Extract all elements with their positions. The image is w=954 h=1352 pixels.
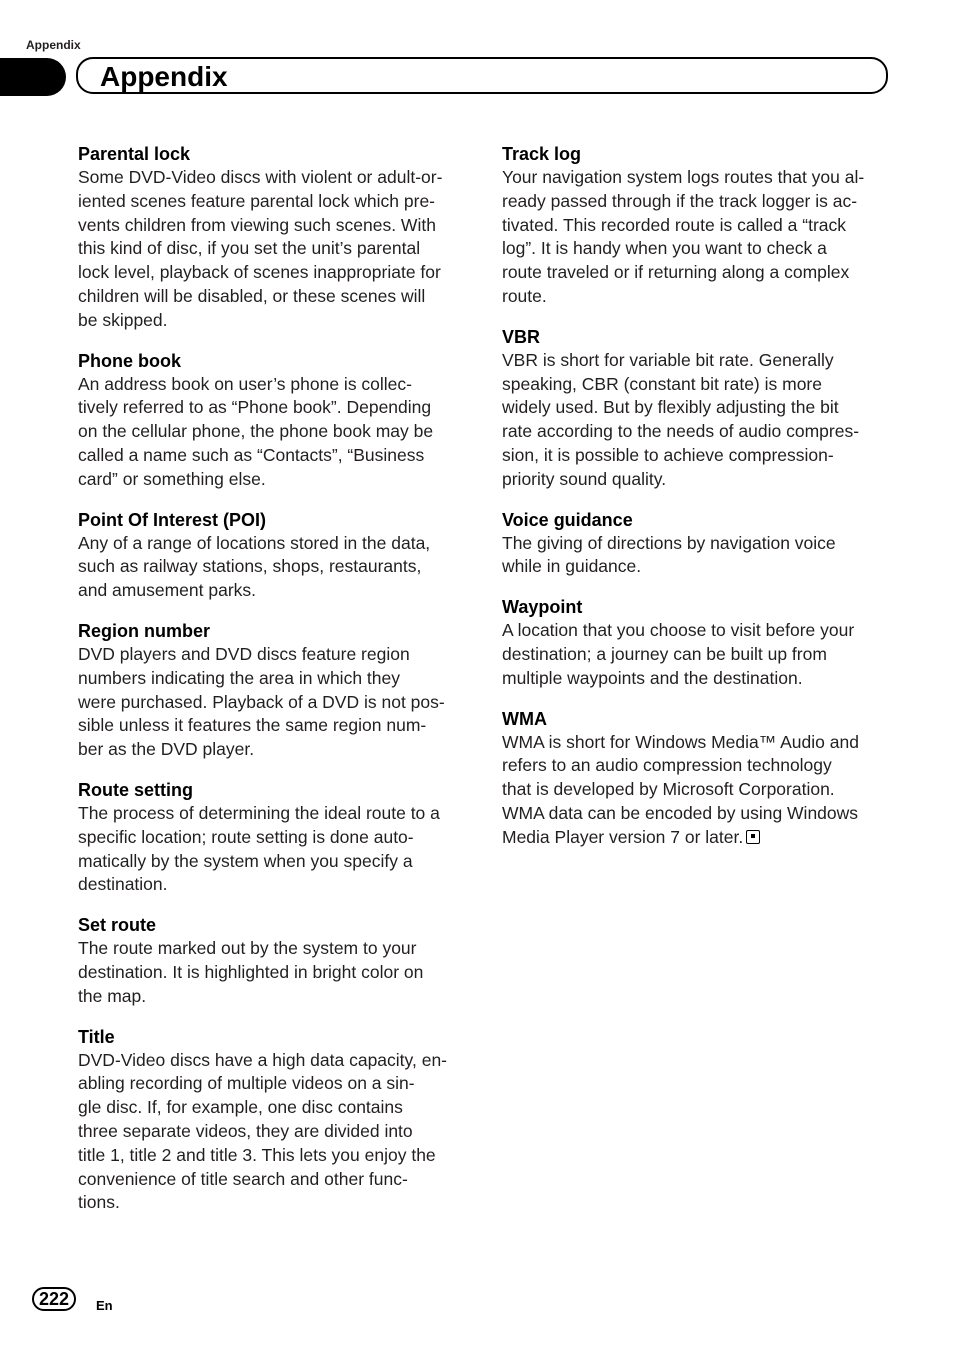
page-title: Appendix: [100, 61, 228, 92]
section-tab-marker: [0, 58, 66, 96]
glossary-definition: The route marked out by the system to your destination. It is highlighted in bright color on the map.: [78, 938, 424, 1006]
page-number: 222: [32, 1287, 76, 1311]
language-label: En: [96, 1298, 113, 1313]
glossary-entry-title: [78, 1025, 466, 1216]
glossary-entry-poi: [78, 508, 466, 603]
glossary-entry-set-route: [78, 913, 466, 1008]
glossary-definition: Any of a range of locations stored in the data, such as railway stations, shops, restaurants, and amusement parks.: [78, 532, 431, 601]
glossary-term: Phone book: [78, 350, 181, 371]
glossary-definition: Your navigation system logs routes that you al- ready passed through if the track logger is ac- tivated. This recorded route is called a “track log”. It is handy when you want to check a route traveled or if returning along a complex route.: [502, 167, 865, 306]
glossary-term: Track log: [502, 144, 582, 164]
glossary-term: Parental lock: [78, 144, 191, 164]
glossary-term: Route setting: [78, 779, 193, 800]
glossary-term: Region number: [78, 620, 211, 641]
glossary-definition: The giving of directions by navigation voice while in guidance.: [502, 532, 836, 577]
glossary-definition: Some DVD-Video discs with violent or adult-or- iented scenes feature parental lock which pre- vents children from viewing such scenes. With this kind of disc, if you set the unit’s parental lock level, playback of scenes inappropriate for children will be disabled, or these scenes will be skipped.: [78, 167, 443, 330]
glossary-definition: DVD-Video discs have a high data capacity, en- abling recording of multiple videos on a sin- gle disc. If, for example, one disc contains three separate videos, they are divided into title 1, title 2 and title 3. This lets you enjoy the convenience of title search and other func- tions.: [78, 1049, 448, 1213]
end-of-section-icon: [746, 830, 760, 844]
right-column: [502, 142, 888, 866]
glossary-definition: VBR is short for variable bit rate. Generally speaking, CBR (constant bit rate) is more widely used. But by flexibly adjusting the bit rate according to the needs of audio compres- sion, it is possible to achieve compression- priority sound quality.: [502, 349, 860, 489]
wma-definition-text: WMA is short for Windows Media™ Audio and refers to an audio compression technology that is developed by Microsoft Corporation. WMA data can be encoded by using Windows Media Player version 7 or later.: [502, 731, 859, 847]
glossary-definition: [502, 731, 888, 850]
glossary-term: Set route: [78, 915, 157, 936]
glossary-entry-route-setting: [78, 778, 466, 897]
glossary-term: VBR: [502, 326, 541, 347]
glossary-term: Voice guidance: [502, 509, 633, 530]
running-head: Appendix: [26, 38, 81, 52]
glossary-entry-track-log: [502, 142, 888, 309]
glossary-entry-waypoint: [502, 595, 888, 690]
glossary-entry-region-number: [78, 619, 466, 762]
left-column: [78, 142, 466, 1231]
glossary-term: Point Of Interest (POI): [78, 509, 267, 530]
glossary-term: Waypoint: [502, 597, 583, 618]
glossary-entry-vbr: [502, 325, 888, 492]
glossary-entry-wma: [502, 707, 888, 850]
glossary-term: Title: [78, 1026, 115, 1047]
glossary-term: WMA: [502, 708, 547, 729]
glossary-definition: A location that you choose to visit before your destination; a journey can be built up from multiple waypoints and the destination.: [502, 620, 855, 688]
glossary-definition: DVD players and DVD discs feature region numbers indicating the area in which they were purchased. Playback of a DVD is not pos- sible unless it features the same region num- ber as the DVD player.: [78, 643, 445, 760]
glossary-entry-phone-book: [78, 349, 466, 492]
section-title-bar: [76, 57, 888, 94]
glossary-entry-voice-guidance: [502, 508, 888, 580]
glossary-definition: An address book on user’s phone is collec- tively referred to as “Phone book”. Depending on the cellular phone, the phone book may be called a name such as “Contacts”, “Business card” or something else.: [78, 373, 434, 489]
glossary-entry-parental-lock: [78, 142, 466, 333]
glossary-definition: The process of determining the ideal route to a specific location; route setting is done auto- matically by the system when you specify a destination.: [78, 802, 440, 895]
